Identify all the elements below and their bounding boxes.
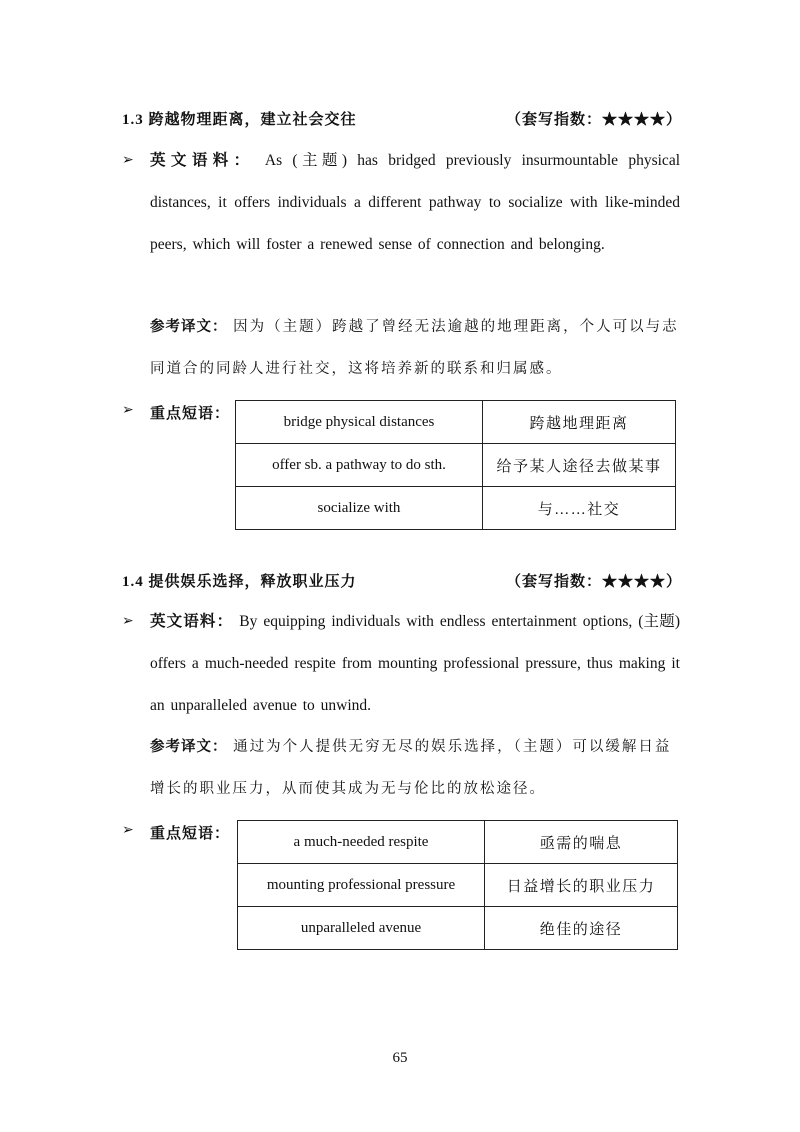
arrow-bullet-icon: ➢ <box>122 823 134 838</box>
english-corpus-block <box>122 613 682 733</box>
arrow-bullet-icon: ➢ <box>122 614 134 629</box>
translation-block <box>150 726 680 810</box>
phrase-en: offer sb. a pathway to do sth. <box>236 444 483 487</box>
english-corpus <box>150 601 680 727</box>
page-number: 65 <box>392 1050 408 1066</box>
section-rating: （套写指数：★★★★） <box>505 574 682 590</box>
phrase-zh: 亟需的喘息 <box>485 821 678 864</box>
phrase-zh: 与……社交 <box>483 487 676 530</box>
english-label: 英文语料： <box>150 613 234 630</box>
arrow-bullet-icon: ➢ <box>122 153 134 168</box>
phrase-zh: 给予某人途径去做某事 <box>483 444 676 487</box>
table-row <box>238 907 678 950</box>
section-rating: （套写指数：★★★★） <box>505 112 682 128</box>
table-row <box>238 864 678 907</box>
english-corpus-block <box>122 152 682 312</box>
phrase-en: a much-needed respite <box>238 821 485 864</box>
arrow-bullet-icon: ➢ <box>122 403 134 418</box>
phrase-zh: 绝佳的途径 <box>485 907 678 950</box>
table-row <box>236 487 676 530</box>
section-title: 1.4 提供娱乐选择，释放职业压力 <box>122 574 357 590</box>
phrase-table <box>235 400 676 530</box>
key-phrases-label: 重点短语： <box>150 826 231 842</box>
translation-label: 参考译文： <box>150 319 228 335</box>
translation-label: 参考译文： <box>150 739 228 755</box>
translation-text: 因为（主题）跨越了曾经无法逾越的地理距离，个人可以与志同道合的同龄人进行社交，这将培养新的联系和归属感。 <box>150 319 679 377</box>
phrase-zh: 日益增长的职业压力 <box>485 864 678 907</box>
phrase-table <box>237 820 678 950</box>
phrase-en: socialize with <box>236 487 483 530</box>
table-row <box>236 401 676 444</box>
english-text: As (主题) has bridged previously insurmountable physical distances, it offers individuals a different pathway to socialize with like-minded peers, which will foster a renewed sense of connection and belonging. <box>150 152 681 253</box>
translation-block <box>150 306 680 390</box>
english-label: 英文语料： <box>150 152 255 169</box>
phrase-en: mounting professional pressure <box>238 864 485 907</box>
phrase-zh: 跨越地理距离 <box>483 401 676 444</box>
key-phrases-label: 重点短语： <box>150 406 231 422</box>
phrase-en: bridge physical distances <box>236 401 483 444</box>
section-title: 1.3 跨越物理距离，建立社会交往 <box>122 112 357 128</box>
phrase-en: unparalleled avenue <box>238 907 485 950</box>
english-corpus <box>150 140 680 266</box>
table-row <box>238 821 678 864</box>
english-text: By equipping individuals with endless entertainment options, (主题) offers a much-needed respite from mounting professional pressure, thus making it an unparalleled avenue to unwind. <box>150 613 681 714</box>
translation-text: 通过为个人提供无穷无尽的娱乐选择，（主题）可以缓解日益增长的职业压力，从而使其成为无与伦比的放松途径。 <box>150 739 672 797</box>
table-row <box>236 444 676 487</box>
